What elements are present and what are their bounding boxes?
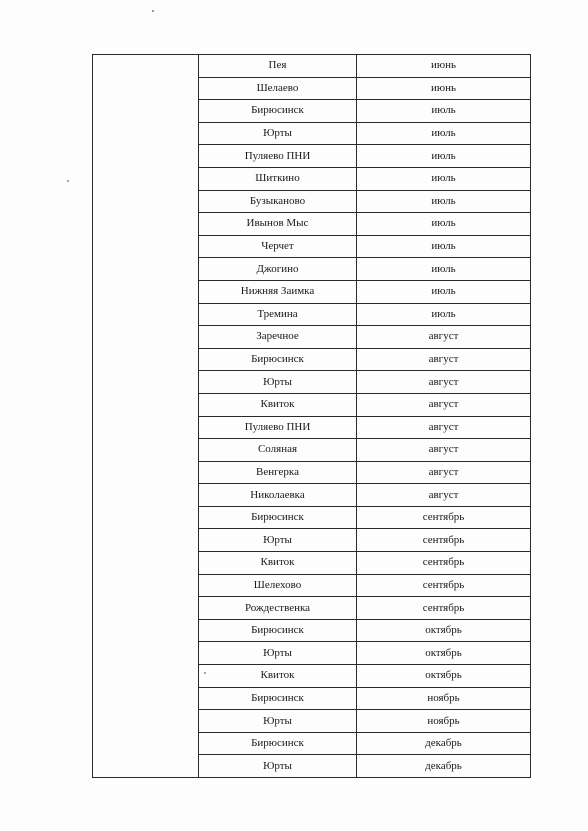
settlement-cell: Юрты	[199, 529, 357, 552]
month-cell: октябрь	[357, 642, 531, 665]
settlement-cell: Бирюсинск	[199, 687, 357, 710]
settlement-cell: Бирюсинск	[199, 732, 357, 755]
settlement-cell: Шиткино	[199, 167, 357, 190]
month-cell: июнь	[357, 55, 531, 78]
settlement-cell: Бирюсинск	[199, 100, 357, 123]
settlement-cell: Бирюсинск	[199, 348, 357, 371]
table-row	[93, 55, 531, 78]
month-cell: июль	[357, 167, 531, 190]
month-cell: сентябрь	[357, 574, 531, 597]
month-cell: август	[357, 484, 531, 507]
month-cell: октябрь	[357, 665, 531, 688]
month-cell: июль	[357, 100, 531, 123]
settlement-cell: Пея	[199, 55, 357, 78]
month-cell: август	[357, 461, 531, 484]
settlement-cell: Юрты	[199, 642, 357, 665]
settlement-cell: Заречное	[199, 326, 357, 349]
month-cell: август	[357, 416, 531, 439]
settlement-cell: Юрты	[199, 755, 357, 778]
settlement-cell: Джогино	[199, 258, 357, 281]
month-cell: сентябрь	[357, 529, 531, 552]
month-cell: ноябрь	[357, 710, 531, 733]
settlement-cell: Юрты	[199, 710, 357, 733]
settlement-cell: Пуляево ПНИ	[199, 145, 357, 168]
settlement-cell: Бузыканово	[199, 190, 357, 213]
month-cell: июль	[357, 303, 531, 326]
settlement-cell: Квиток	[199, 665, 357, 688]
month-cell: ноябрь	[357, 687, 531, 710]
month-cell: август	[357, 439, 531, 462]
settlement-cell: Квиток	[199, 552, 357, 575]
month-cell: июль	[357, 280, 531, 303]
settlement-cell: Шелехово	[199, 574, 357, 597]
settlement-cell: Нижняя Заимка	[199, 280, 357, 303]
month-cell: август	[357, 348, 531, 371]
month-cell: сентябрь	[357, 552, 531, 575]
scan-speck	[152, 10, 154, 12]
settlement-cell: Шелаево	[199, 77, 357, 100]
month-cell: июль	[357, 190, 531, 213]
settlement-cell: Венгерка	[199, 461, 357, 484]
settlement-cell: Бирюсинск	[199, 619, 357, 642]
settlement-cell: Черчет	[199, 235, 357, 258]
month-cell: июль	[357, 258, 531, 281]
settlement-cell: Ивынов Мыс	[199, 213, 357, 236]
scan-speck	[67, 180, 69, 182]
schedule-table-body	[93, 55, 531, 778]
month-cell: октябрь	[357, 619, 531, 642]
settlement-cell: Юрты	[199, 371, 357, 394]
month-cell: июль	[357, 145, 531, 168]
month-cell: август	[357, 326, 531, 349]
settlement-cell: Тремина	[199, 303, 357, 326]
settlement-cell: Соляная	[199, 439, 357, 462]
month-cell: июнь	[357, 77, 531, 100]
settlement-cell: Рождественка	[199, 597, 357, 620]
settlement-cell: Николаевка	[199, 484, 357, 507]
schedule-table	[92, 54, 531, 778]
month-cell: июль	[357, 122, 531, 145]
settlement-cell: Квиток	[199, 393, 357, 416]
month-cell: август	[357, 393, 531, 416]
empty-first-column-cell	[93, 55, 199, 778]
month-cell: сентябрь	[357, 506, 531, 529]
month-cell: июль	[357, 213, 531, 236]
settlement-cell: Бирюсинск	[199, 506, 357, 529]
settlement-cell: Пуляево ПНИ	[199, 416, 357, 439]
month-cell: декабрь	[357, 732, 531, 755]
month-cell: сентябрь	[357, 597, 531, 620]
settlement-cell: Юрты	[199, 122, 357, 145]
month-cell: июль	[357, 235, 531, 258]
month-cell: август	[357, 371, 531, 394]
month-cell: декабрь	[357, 755, 531, 778]
